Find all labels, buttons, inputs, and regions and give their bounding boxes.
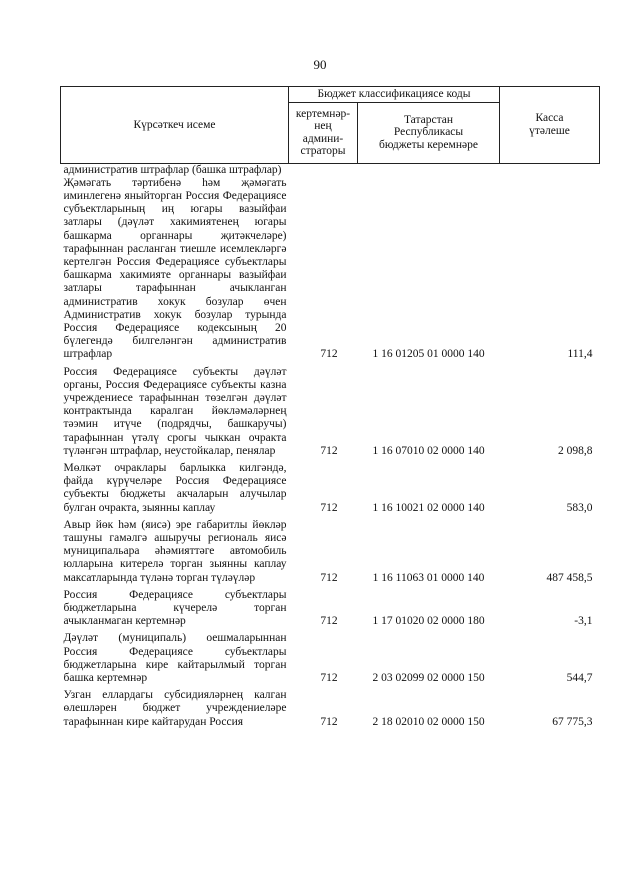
indicator-name: Дәүләт (муниципаль) оешмаларыннан Россия Федерациясе субъектлары бюджетларына кире кайтарылмый торган башка кертемнәр — [63, 632, 287, 685]
table-row — [61, 632, 600, 689]
admin-code: 712 — [320, 501, 338, 514]
table-row — [61, 163, 600, 177]
indicator-name: Узган еллардагы субсидияләрнең калган өлешләрен бюджет учреждениеләре тарафыннан кире кайтарудан Россия — [63, 689, 287, 728]
indicator-name: Россия Федерациясе субъектлары бюджетларына күчерелә торган ачыкланмаган кертемнәр — [63, 588, 287, 628]
table-row — [61, 589, 600, 633]
cash-amount: 67 775,3 — [552, 715, 593, 728]
cash-amount: 487 458,5 — [546, 571, 593, 584]
budget-table — [60, 86, 600, 733]
admin-code: 712 — [320, 672, 338, 685]
indicator-name: Мөлкәт очраклары барлыкка килгәндә, файда күрүчеләре Россия Федерациясе субъекты бюджеты акчаларын алучылар булган очракта, зыянны каплау — [63, 461, 287, 514]
indicator-name: административ штрафлар (башка штрафлар) — [63, 163, 282, 176]
budget-code — [358, 163, 500, 177]
column-header-name: Күрсәткеч исеме — [61, 87, 289, 164]
admin-code: 712 — [320, 615, 338, 628]
cash-amount: -3,1 — [574, 615, 593, 628]
budget-code: 1 16 11063 01 0000 140 — [372, 571, 485, 584]
admin-code: 712 — [320, 715, 338, 728]
table-row — [61, 519, 600, 589]
table-row — [61, 462, 600, 519]
budget-code: 1 16 01205 01 0000 140 — [372, 348, 485, 361]
admin-code: 712 — [320, 571, 338, 584]
table-row — [61, 689, 600, 733]
budget-code: 2 18 02010 02 0000 150 — [372, 715, 485, 728]
cash-amount — [500, 163, 600, 177]
admin-code: 712 — [320, 348, 338, 361]
cash-amount: 111,4 — [567, 348, 593, 361]
cash-amount: 544,7 — [566, 672, 593, 685]
page-number: 90 — [313, 57, 327, 72]
indicator-name: Россия Федерациясе субъекты дәүләт органы, Россия Федерациясе субъекты казна учреждениесе тарафыннан төзелгән дәүләт контрактында каралган йөкләмәләрнең тәэмин итүче (подрядчы, башкаручы) тарафыннан үтәлү срогы чыккан очракта түләнгән штрафлар, неустойкалар, пенялар — [63, 365, 287, 457]
budget-code: 2 03 02099 02 0000 150 — [372, 672, 485, 685]
column-header-tatarstan-budget: Татарстан Республикасы бюджеты керемнәре — [358, 102, 500, 163]
budget-code: 1 16 07010 02 0000 140 — [372, 444, 485, 457]
budget-code: 1 17 01020 02 0000 180 — [372, 615, 485, 628]
table-row — [61, 177, 600, 366]
column-group-budget-code: Бюджет классификациясе коды — [289, 87, 500, 103]
indicator-name: Җәмәгать тәртибенә һәм җәмәгать иминлегенә яныйторган Россия Федерациясе субъектларының иң югары вазыйфаи затлары (дәүләт хакимиятенең югары башкарма органнары җитәкчеләре) тарафыннан расланган тиешле исемлекләргә кертелгән Россия Федерациясе субъектлары башкарма хакимияте органнары вазыйфаи затлары тарафыннан ачыкланган административ хокук бозулар өчен Административ хокук бозулар турында Россия Федерациясе кодексының 20 бүлегендә билгеләнгән административ штрафлар — [63, 176, 287, 361]
cash-amount: 2 098,8 — [558, 444, 593, 457]
cash-amount: 583,0 — [566, 501, 593, 514]
indicator-name: Авыр йөк һәм (яисә) эре габаритлы йөкләр ташуны гамәлгә ашыручы региональ яисә муниципальара әһәмияттәге автомобиль юлларына китерелә торган зыянны каплау максатларында түләнә торган түләүләр — [63, 518, 287, 584]
column-header-cash: Касса үтәлеше — [500, 87, 600, 164]
table-row — [61, 366, 600, 462]
admin-code: 712 — [320, 444, 338, 457]
column-header-admin: кертемнәр- нең админи- страторы — [289, 102, 358, 163]
budget-code: 1 16 10021 02 0000 140 — [372, 501, 485, 514]
admin-code — [289, 163, 358, 177]
